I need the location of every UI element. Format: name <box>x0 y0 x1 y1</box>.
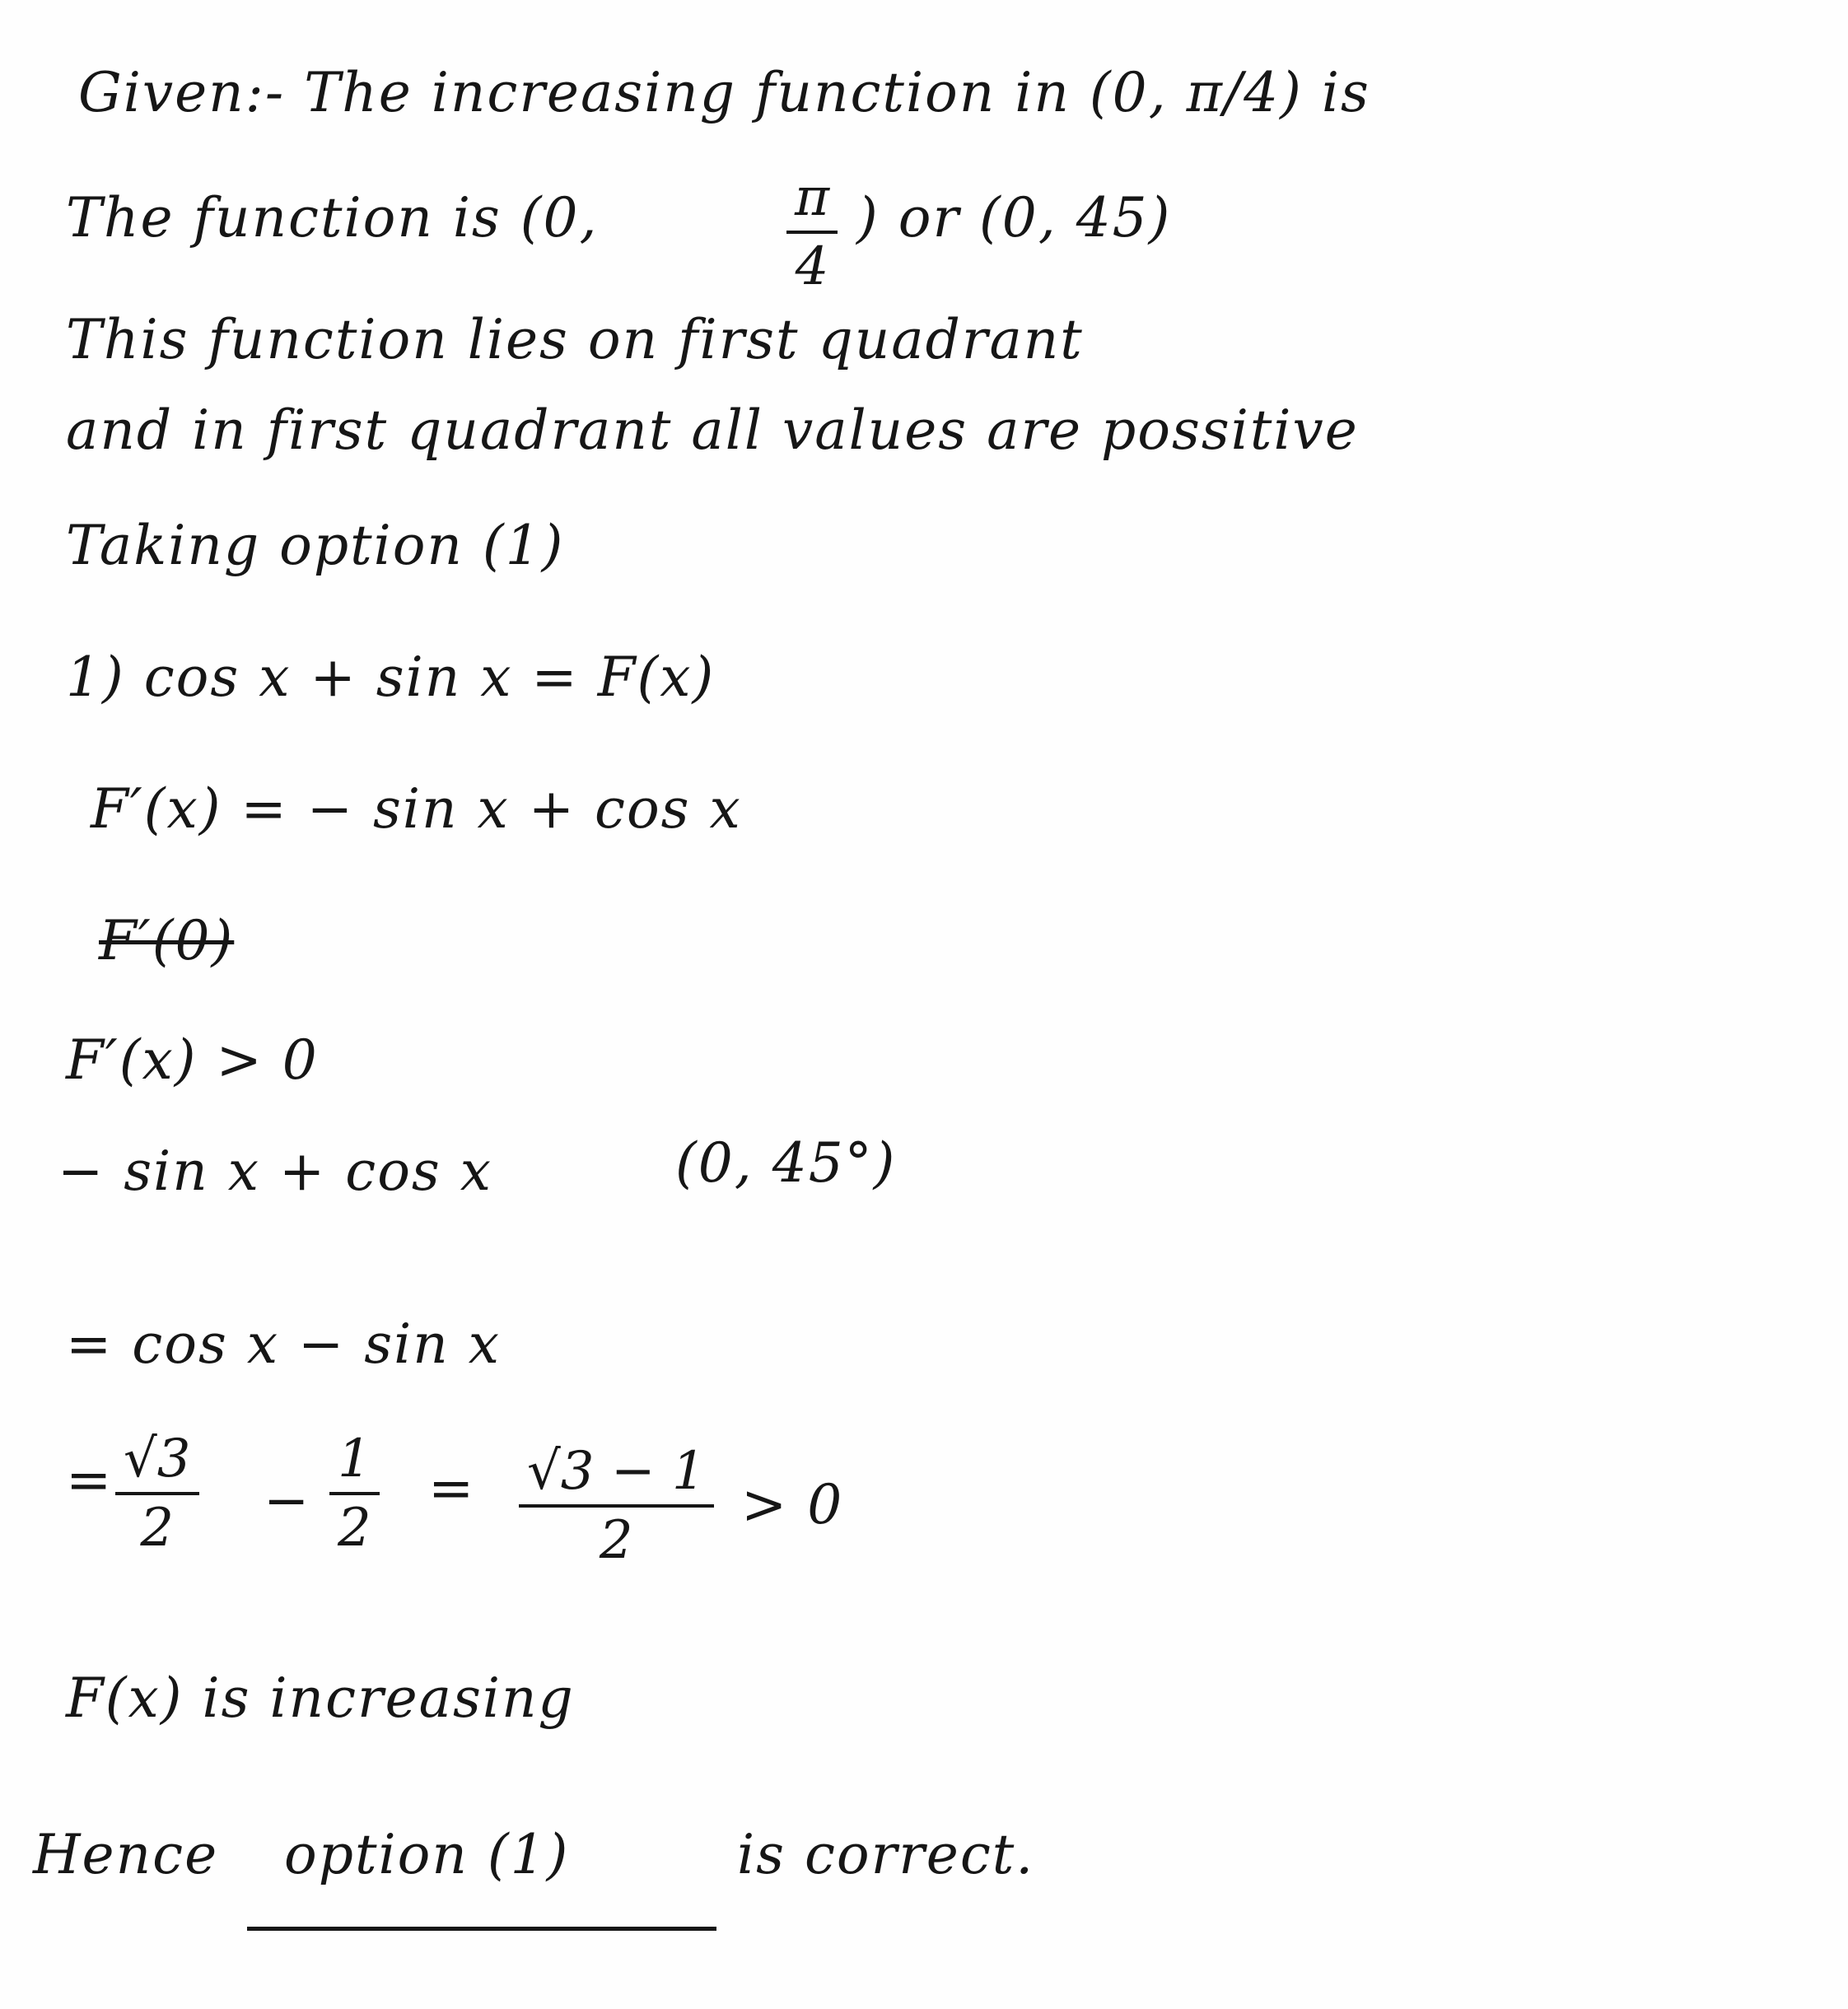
hence-word: Hence <box>33 1823 219 1886</box>
option-one-definition: 1) cos x + sin x = F(x) <box>66 646 716 709</box>
equals-sign-two: = <box>428 1457 476 1520</box>
minus-sign: − <box>264 1469 311 1532</box>
fraction-root3-over-two <box>115 1429 199 1559</box>
derivative-line: F′(x) = − sin x + cos x <box>91 777 742 841</box>
fraction-numerator: 1 <box>338 1429 371 1489</box>
fraction-denominator: 2 <box>599 1510 633 1571</box>
fraction-pi-over-four <box>786 167 838 297</box>
derivative-positive-condition: F′(x) > 0 <box>66 1028 319 1092</box>
negative-sin-plus-cos: − sin x + cos x <box>58 1140 492 1203</box>
values-positive-statement: and in first quadrant all values are possitive <box>66 399 1359 462</box>
fraction-root3-minus-one-over-two <box>519 1441 714 1571</box>
fraction-numerator: √3 <box>124 1429 191 1489</box>
function-interval-suffix: ) or (0, 45) <box>856 186 1172 249</box>
option-underline <box>247 1927 716 1931</box>
struck-out-expression: F′(0) <box>99 909 235 972</box>
quadrant-statement: This function lies on first quadrant <box>66 308 1084 371</box>
fraction-numerator: π <box>795 167 830 228</box>
fraction-denominator: 2 <box>338 1498 371 1559</box>
cos-minus-sin-line: = cos x − sin x <box>66 1312 501 1376</box>
taking-option-heading: Taking option (1) <box>66 514 565 577</box>
greater-than-zero: > 0 <box>741 1473 844 1536</box>
interval-degrees: (0, 45°) <box>675 1131 897 1195</box>
equals-sign: = <box>66 1448 114 1512</box>
fraction-one-half <box>329 1429 380 1559</box>
function-interval-prefix: The function is (0, <box>66 186 599 249</box>
fraction-denominator: 4 <box>795 236 829 297</box>
increasing-conclusion: F(x) is increasing <box>66 1666 575 1730</box>
given-statement: Given:- The increasing function in (0, π/4) is <box>78 61 1370 124</box>
hence-option-underlined: option (1) <box>284 1823 570 1886</box>
fraction-denominator: 2 <box>140 1498 175 1559</box>
hence-rest: is correct. <box>737 1823 1035 1886</box>
fraction-numerator: √3 − 1 <box>527 1441 706 1502</box>
